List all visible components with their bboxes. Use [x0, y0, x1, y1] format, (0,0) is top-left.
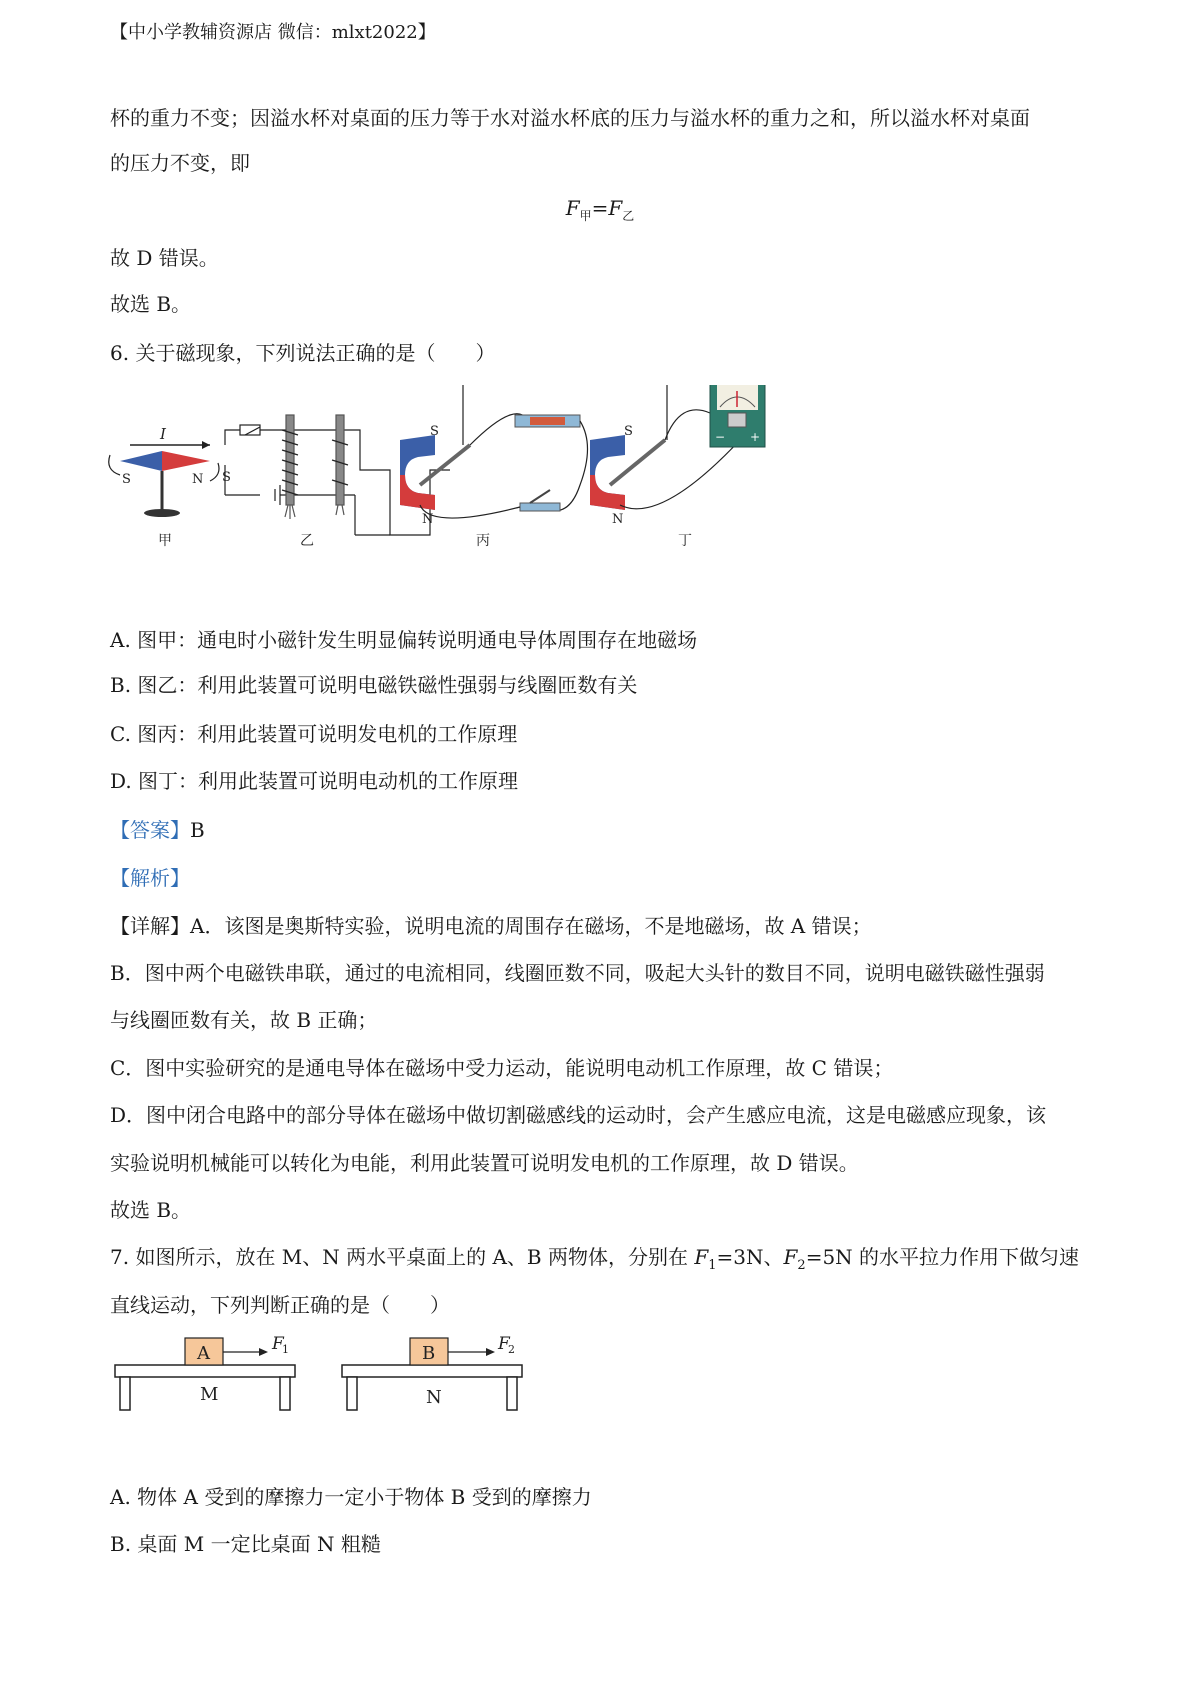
detail-d2: 实验说明机械能可以转化为电能，利用此装置可说明发电机的工作原理，故 D 错误。: [110, 1151, 859, 1175]
q7-f2-sub: 2: [797, 1258, 806, 1273]
text-line: 的压力不变，即: [110, 151, 250, 175]
formula-sub-yi: 乙: [622, 209, 635, 223]
formula-f-jia: F: [565, 196, 580, 220]
formula-f-yi: F: [608, 196, 623, 220]
q7-f1-sub: 1: [708, 1258, 717, 1273]
answer-value: B: [190, 818, 205, 842]
force-f1-sub: 1: [282, 1343, 289, 1356]
detail-c: C．图中实验研究的是通电导体在磁场中受力运动，能说明电动机工作原理，故 C 错误；: [110, 1056, 894, 1080]
block-a-label: A: [197, 1343, 210, 1364]
svg-text:−: −: [715, 430, 726, 444]
bing-s-label: S: [430, 424, 439, 439]
current-label: I: [160, 425, 166, 443]
ding-n-label: N: [612, 512, 624, 527]
answer-line: [110, 818, 205, 842]
detail-b1: B．图中两个电磁铁串联，通过的电流相同，线圈匝数不同，吸起大头针的数目不同，说明电磁铁磁性强弱: [110, 961, 1045, 985]
force-f2-label: F: [498, 1334, 510, 1354]
q7-option-a: A. 物体 A 受到的摩擦力一定小于物体 B 受到的摩擦力: [110, 1485, 592, 1509]
figure-bing: [400, 385, 588, 518]
formula-sub-jia: 甲: [579, 209, 592, 223]
answer-tag: 【答案】: [110, 818, 190, 842]
option-a: A. 图甲：通电时小磁针发生明显偏转说明通电导体周围存在地磁场: [110, 628, 698, 652]
option-c: C. 图丙：利用此装置可说明发电机的工作原理: [110, 722, 518, 746]
table-n-label: N: [426, 1387, 442, 1408]
table-m-label: M: [200, 1384, 219, 1405]
q7-option-b: B. 桌面 M 一定比桌面 N 粗糙: [110, 1532, 381, 1556]
text-line: 故 D 错误。: [110, 246, 219, 270]
question-7-stem-2: 直线运动，下列判断正确的是（ ）: [110, 1293, 450, 1317]
caption-ding: 丁: [678, 533, 692, 549]
figure-jia: [109, 425, 219, 517]
block-b-label: B: [422, 1343, 436, 1364]
detail-b2: 与线圈匝数有关，故 B 正确；: [110, 1008, 378, 1032]
question-7-stem-1: [110, 1245, 1079, 1278]
caption-yi: 乙: [300, 533, 314, 549]
figure-ding: [590, 385, 765, 510]
detail-a-text: A．该图是奥斯特实验，说明电流的周围存在磁场，不是地磁场，故 A 错误；: [190, 914, 872, 938]
text-line: 杯的重力不变；因溢水杯对桌面的压力等于水对溢水杯底的压力与溢水杯的重力之和，所以溢水杯对桌面: [110, 106, 1030, 130]
needle-s-label: S: [122, 472, 131, 487]
q7-stem-part: =3N、: [716, 1245, 784, 1269]
force-f1-label: F: [272, 1334, 284, 1354]
switch-s-label: S: [222, 470, 231, 485]
bing-n-label: N: [422, 512, 434, 527]
option-d: D. 图丁：利用此装置可说明电动机的工作原理: [110, 769, 519, 793]
needle-n-label: N: [192, 472, 204, 487]
text-line: 故选 B。: [110, 292, 192, 316]
formula: [0, 196, 1200, 228]
q7-f2: F: [783, 1245, 798, 1269]
detail-tag: 【详解】: [110, 914, 190, 938]
detail-d1: D．图中闭合电路中的部分导体在磁场中做切割磁感线的运动时，会产生感应电流，这是电磁感应现象，该: [110, 1103, 1047, 1127]
caption-jia: 甲: [158, 533, 172, 549]
svg-text:+: +: [750, 430, 761, 444]
q7-f1: F: [694, 1245, 709, 1269]
figure-yi: [225, 415, 450, 535]
q7-stem-part: 7. 如图所示，放在 M、N 两水平桌面上的 A、B 两物体，分别在: [110, 1245, 695, 1269]
tables-figure: [110, 1325, 530, 1415]
detail-a: [110, 914, 872, 938]
question-6-stem: 6. 关于磁现象，下列说法正确的是（ ）: [110, 341, 496, 365]
formula-eq: =: [591, 196, 609, 220]
magnetism-figure: [100, 385, 860, 555]
force-f2-sub: 2: [508, 1343, 515, 1356]
option-b: B. 图乙：利用此装置可说明电磁铁磁性强弱与线圈匝数有关: [110, 673, 638, 697]
ding-s-label: S: [624, 424, 633, 439]
caption-bing: 丙: [476, 533, 490, 549]
analysis-tag: 【解析】: [110, 866, 190, 890]
watermark-header: 【中小学教辅资源店 微信：mlxt2022】: [110, 22, 436, 43]
choose-line: 故选 B。: [110, 1198, 192, 1222]
q7-stem-part: =5N 的水平拉力作用下做匀速: [805, 1245, 1080, 1269]
